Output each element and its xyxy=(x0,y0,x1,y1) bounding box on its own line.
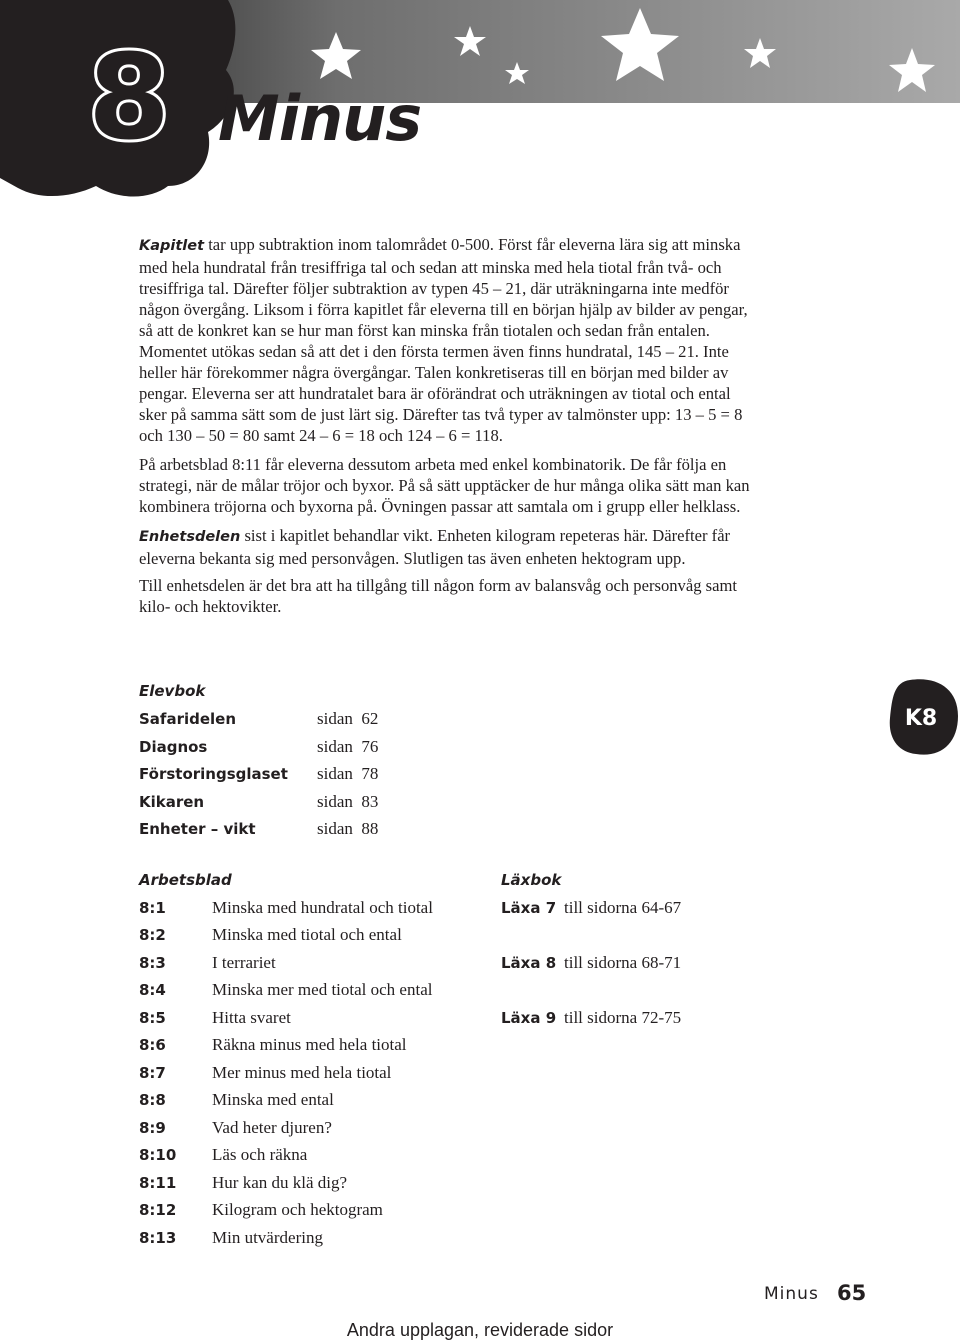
elevbok-label: Kikaren xyxy=(139,793,205,811)
sheet-title: Kilogram och hektogram xyxy=(212,1200,383,1219)
intro-lead: Kapitlet xyxy=(139,238,205,254)
list-item xyxy=(139,897,433,919)
sheet-number: 8:5 xyxy=(139,1009,166,1027)
intro-paragraph: Till enhetsdelen är det bra att ha tillgång till någon form av balansvåg och personvåg samt kilo- och hektovikter. xyxy=(139,576,737,616)
list-item xyxy=(139,1007,291,1029)
sheet-number: 8:2 xyxy=(139,926,166,944)
list-item xyxy=(139,1199,383,1221)
sheet-number: 8:4 xyxy=(139,981,166,999)
elevbok-label: Enheter – vikt xyxy=(139,820,256,838)
sheet-number: 8:1 xyxy=(139,899,166,917)
sheet-title: Vad heter djuren? xyxy=(212,1118,332,1137)
arbetsblad-heading: Arbetsblad xyxy=(139,871,232,889)
elevbok-page: sidan 83 xyxy=(317,792,379,811)
sheet-number: 8:3 xyxy=(139,954,166,972)
chapter-header xyxy=(0,0,960,205)
homework-label: Läxa 8 xyxy=(501,954,557,972)
intro-paragraph: På arbetsblad 8:11 får eleverna dessutom arbeta med enkel kombinatorik. De får följa en strategi, när de målar tröjor och byxor. På så sätt upptäcker de hur många olika sätt man kan kombinera tröjorna och byxorna på. Övningen passar att samtala om i grupp eller helklass. xyxy=(139,455,750,516)
sheet-number: 8:7 xyxy=(139,1064,166,1082)
sheet-title: Läs och räkna xyxy=(212,1145,308,1164)
sheet-number: 8:8 xyxy=(139,1091,166,1109)
sheet-title: Räkna minus med hela tiotal xyxy=(212,1035,407,1054)
homework-label: Läxa 9 xyxy=(501,1009,557,1027)
elevbok-heading: Elevbok xyxy=(139,682,206,700)
elevbok-label: Diagnos xyxy=(139,738,208,756)
list-item xyxy=(139,1062,392,1084)
chapter-number: 8 xyxy=(88,28,169,166)
sheet-title: Minska mer med tiotal och ental xyxy=(212,980,433,999)
list-item xyxy=(139,1117,332,1139)
list-item xyxy=(139,1144,308,1166)
elevbok-page: sidan 76 xyxy=(317,737,379,756)
homework-label: Läxa 7 xyxy=(501,899,557,917)
sheet-title: Minska med ental xyxy=(212,1090,334,1109)
list-item xyxy=(501,1007,682,1029)
sheet-number: 8:6 xyxy=(139,1036,166,1054)
list-item xyxy=(139,818,379,840)
sheet-title: Hitta svaret xyxy=(212,1008,291,1027)
enhet-lead: Enhetsdelen xyxy=(139,529,241,545)
sheet-number: 8:13 xyxy=(139,1229,177,1247)
elevbok-label: Safaridelen xyxy=(139,710,237,728)
intro-text xyxy=(139,234,759,625)
enhet-body: sist i kapitlet behandlar vikt. Enheten kilogram repeteras här. Därefter får eleverna bekanta sig med personvågen. Slutligen tas även enheten hektogram upp. xyxy=(139,526,731,568)
sheet-number: 8:11 xyxy=(139,1174,177,1192)
edition-note: Andra upplagan, reviderade sidor xyxy=(346,1320,614,1340)
list-item xyxy=(139,952,276,974)
page-number: 65 xyxy=(837,1281,867,1305)
sheet-title: Minska med tiotal och ental xyxy=(212,925,402,944)
badge-label: K8 xyxy=(904,706,938,731)
list-item xyxy=(501,952,682,974)
sheet-title: Minska med hundratal och tiotal xyxy=(212,898,433,917)
laxbok-heading: Läxbok xyxy=(501,871,562,889)
intro-paragraph xyxy=(139,234,759,446)
list-item xyxy=(501,897,682,919)
list-item xyxy=(139,791,379,813)
homework-pages: till sidorna 72-75 xyxy=(564,1008,682,1027)
sheet-number: 8:9 xyxy=(139,1119,166,1137)
elevbok-label: Förstoringsglaset xyxy=(139,765,288,783)
intro-paragraph xyxy=(139,525,759,569)
list-item xyxy=(139,708,379,730)
sheet-title: I terrariet xyxy=(212,953,276,972)
list-item xyxy=(139,1089,334,1111)
homework-pages: till sidorna 68-71 xyxy=(564,953,682,972)
sheet-number: 8:10 xyxy=(139,1146,177,1164)
list-item xyxy=(139,979,433,1001)
list-item xyxy=(139,1172,348,1194)
list-item xyxy=(139,763,379,785)
list-item xyxy=(139,736,379,758)
elevbok-page: sidan 88 xyxy=(317,819,379,838)
sheet-number: 8:12 xyxy=(139,1201,177,1219)
elevbok-page: sidan 62 xyxy=(317,709,379,728)
sheet-title: Mer minus med hela tiotal xyxy=(212,1063,392,1082)
footer-chapter-title: Minus xyxy=(764,1284,819,1304)
chapter-title: Minus xyxy=(218,82,422,155)
list-item xyxy=(139,1034,407,1056)
chapter-badge xyxy=(888,678,958,756)
sheet-title: Hur kan du klä dig? xyxy=(212,1173,348,1192)
intro-body: tar upp subtraktion inom talområdet 0-500. Först får eleverna lära sig att minska med hela hundratal från tresiffriga tal och sedan att minska med hela tiotal från två- och tresiffriga tal. Därefter följer subtraktion av typen 45 – 21, där uträkningarna inte medför någon övergång. Liksom i förra kapitlet får eleverna till en början hjälp av bilder av pengar, så att de konkret kan se hur man först kan minska från tiotalen och sedan från entalen. Momentet utökas sedan så att det i den första termen även finns hundratal, 145 – 21. Inte heller här förekommer några övergångar. Talen konkretiseras till en början med bilder av pengar. Eleverna ser att hundratalet bara är oförändrat och uträkningen av tiotal och ental sker på samma sätt som de just lärt sig. Därefter tas två typer av talmönster upp: 13 – 5 = 8 och 130 – 50 = 80 samt 24 – 6 = 18 och 124 – 6 = 118. xyxy=(139,235,748,445)
elevbok-page: sidan 78 xyxy=(317,764,379,783)
homework-pages: till sidorna 64-67 xyxy=(564,898,682,917)
sheet-title: Min utvärdering xyxy=(212,1228,323,1247)
badge-shape xyxy=(888,678,958,756)
list-item xyxy=(139,1227,323,1249)
list-item xyxy=(139,924,402,946)
